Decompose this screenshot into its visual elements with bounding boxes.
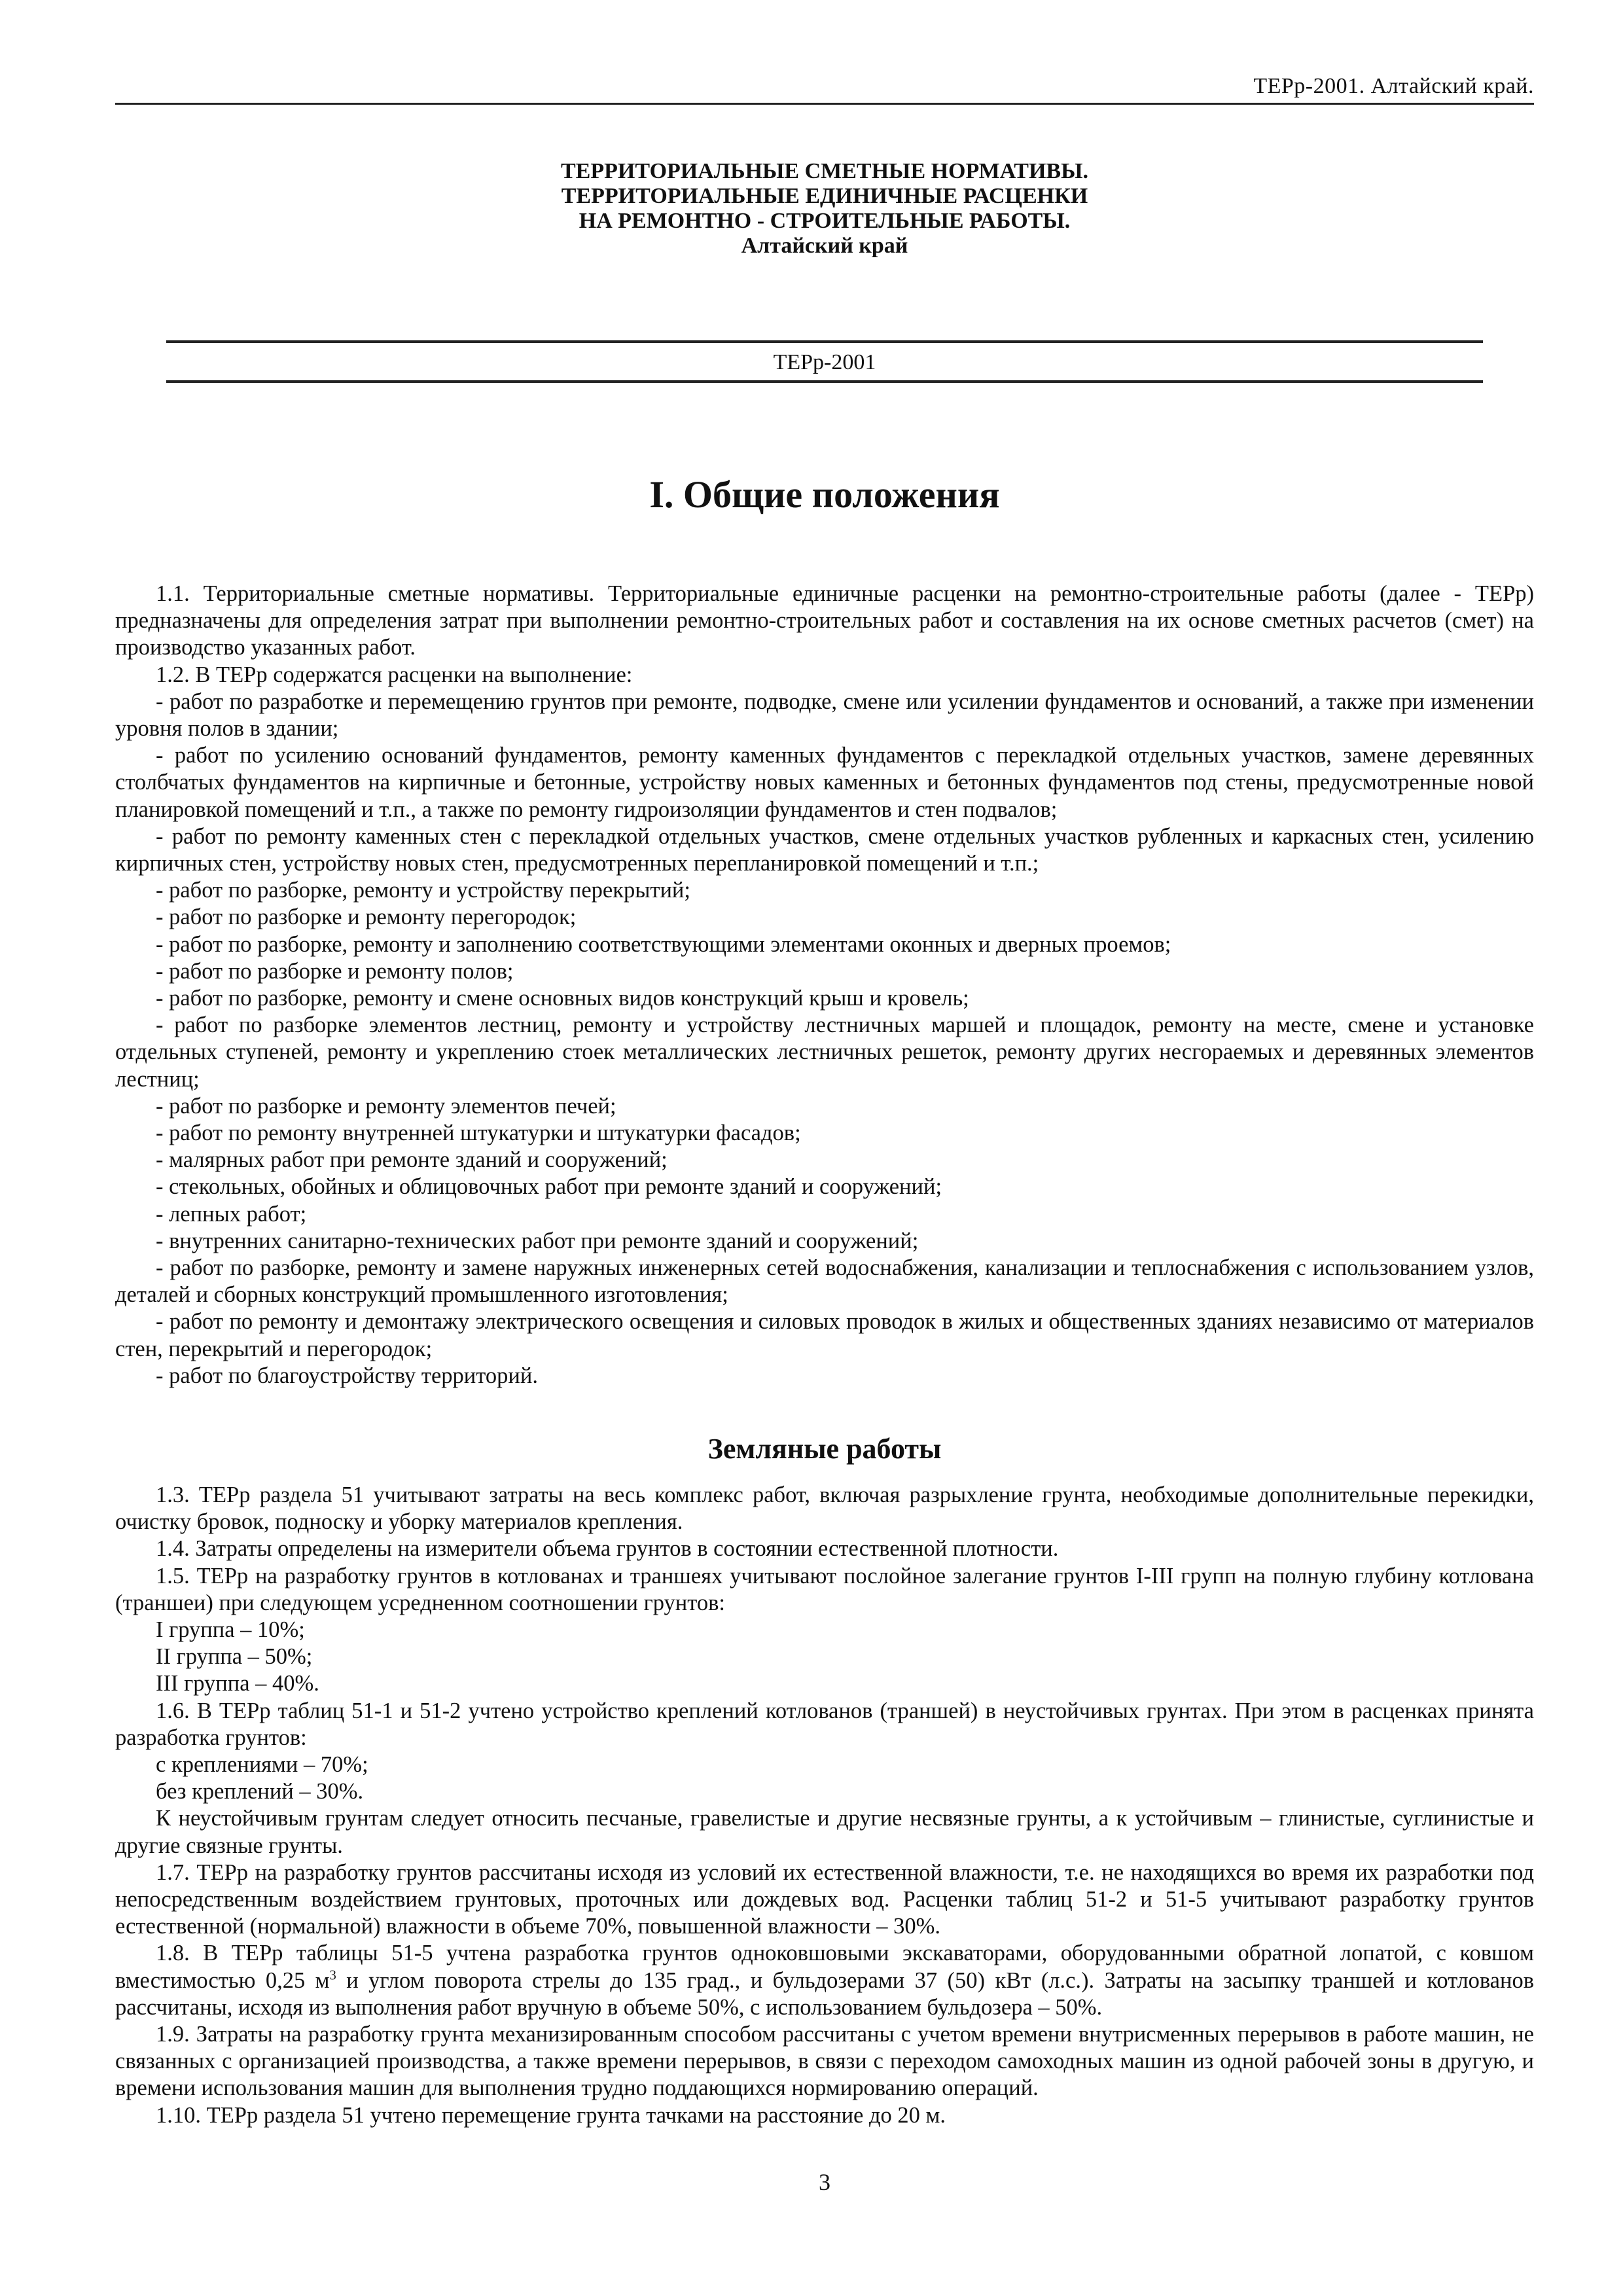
- paragraph-1-3: 1.3. ТЕРр раздела 51 учитывают затраты на весь комплекс работ, включая разрыхление грунта, необходимые дополнительные перекидки, очистку бровок, подноску и уборку материалов крепления.: [115, 1482, 1534, 1535]
- list-item: - работ по разборке элементов лестниц, ремонту и устройству лестничных маршей и площадок, ремонту на месте, смене и установке отдельных ступеней, ремонту и укреплению стоек металлических лестничных решеток, ремонту других несгораемых и деревянных элементов лестниц;: [115, 1013, 1534, 1092]
- paragraph-1-5: 1.5. ТЕРр на разработку грунтов в котлованах и траншеях учитывают послойное залегание грунтов I-III групп на полную глубину котлована (траншеи) при следующем усредненном соотношении грунтов:: [115, 1563, 1534, 1615]
- title-line-1: ТЕРРИТОРИАЛЬНЫЕ СМЕТНЫЕ НОРМАТИВЫ.: [561, 159, 1088, 183]
- fastening-item: без креплений – 30%.: [156, 1779, 364, 1804]
- fastening-item: с креплениями – 70%;: [156, 1752, 368, 1778]
- section-title-general: I. Общие положения: [649, 473, 1000, 516]
- page-number: 3: [819, 2169, 830, 2195]
- section-title-earthworks: Земляные работы: [707, 1433, 942, 1465]
- paragraph-1-6: 1.6. В ТЕРр таблиц 51-1 и 51-2 учтено устройство креплений котлованов (траншей) в неустойчивых грунтах. При этом в расценках принята разработка грунтов:: [115, 1698, 1534, 1750]
- paragraph: 1.1. Территориальные сметные нормативы. Территориальные единичные расценки на ремонтно-строительные работы (далее - ТЕРр) предназначены для определения затрат при выполнении ремонтно-строительных работ и составления на их основе сметных расчетов (смет) на производство указанных работ.: [115, 581, 1534, 660]
- list-item: - внутренних санитарно-технических работ при ремонте зданий и сооружений;: [156, 1228, 919, 1253]
- code-rule-bottom: [166, 380, 1483, 383]
- list-item: - малярных работ при ремонте зданий и сооружений;: [156, 1147, 668, 1173]
- list-item: - работ по разборке и ремонту полов;: [156, 958, 514, 984]
- paragraph-1-4: 1.4. Затраты определены на измерители объема грунтов в состоянии естественной плотности.: [156, 1536, 1059, 1562]
- list-item: - работ по разборке, ремонту и заполнению соответствующими элементами оконных и дверных проемов;: [156, 931, 1171, 957]
- general-provisions-text: [115, 581, 1534, 1390]
- list-item: - работ по разборке и ремонту элементов печей;: [156, 1093, 616, 1119]
- list-item: - работ по ремонту внутренней штукатурки и штукатурки фасадов;: [156, 1121, 801, 1146]
- running-header: ТЕРр-2001. Алтайский край.: [1253, 74, 1534, 98]
- earthworks-text: [115, 1482, 1534, 2129]
- paragraph: 1.2. В ТЕРр содержатся расценки на выполнение:: [156, 662, 633, 687]
- title-line-3: НА РЕМОНТНО - СТРОИТЕЛЬНЫЕ РАБОТЫ.: [579, 209, 1071, 233]
- list-item: - работ по ремонту и демонтажу электрического освещения и силовых проводок в жилых и общественных зданиях независимо от материалов стен, перекрытий и перегородок;: [115, 1309, 1534, 1361]
- paragraph-1-10: 1.10. ТЕРр раздела 51 учтено перемещение грунта тачками на расстояние до 20 м.: [156, 2102, 946, 2128]
- list-item: - работ по разборке, ремонту и устройству перекрытий;: [156, 878, 690, 903]
- list-item: - работ по разборке, ремонту и смене основных видов конструкций крыш и кровель;: [156, 986, 969, 1011]
- document-title-block: [115, 159, 1534, 259]
- soil-group-item: II группа – 50%;: [156, 1644, 313, 1670]
- list-item: - лепных работ;: [156, 1201, 307, 1227]
- list-item: - работ по разработке и перемещению грунтов при ремонте, подводке, смене или усилении фундаментов и оснований, а также при изменении уровня полов в здании;: [115, 689, 1534, 742]
- paragraph-1-8: [115, 1940, 1534, 2021]
- paragraph-1-8-part-a: 1.8. В ТЕРр таблицы 51-5 учтена разработка грунтов одноковшовыми экскаваторами, оборудованными обратной лопатой, с ковшом вместимостью 0,25 м: [115, 1941, 1534, 1993]
- list-item: - работ по разборке, ремонту и замене наружных инженерных сетей водоснабжения, канализации и теплоснабжения с использованием узлов, деталей и сборных конструкций промышленного изготовления;: [115, 1255, 1534, 1308]
- title-region: Алтайский край: [741, 234, 908, 258]
- title-line-2: ТЕРРИТОРИАЛЬНЫЕ ЕДИНИЧНЫЕ РАСЦЕНКИ: [561, 184, 1088, 208]
- paragraph-1-9: 1.9. Затраты на разработку грунта механизированным способом рассчитаны с учетом времени внутрисменных перерывов в работе машин, не связанных с организацией производства, а также времени перерывов, в связи с переходом самоходных машин из одной рабочей зоны в другую, и времени использования машин для выполнения трудно поддающихся нормированию операций.: [115, 2022, 1534, 2101]
- paragraph-unstable-soils: К неустойчивым грунтам следует относить песчаные, гравелистые и другие несвязные грунты, а к устойчивым – глинистые, суглинистые и другие связные грунты.: [115, 1806, 1534, 1858]
- paragraph-1-8-part-b: и углом поворота стрелы до 135 град., и бульдозерами 37 (50) кВт (л.с.). Затраты на засыпку траншей и котлованов рассчитаны, исходя из выполнения работ вручную в объеме 50%, с использованием бульдозера – 50%.: [115, 1967, 1534, 2020]
- standard-code-label: ТЕРр-2001: [773, 350, 876, 374]
- soil-group-item: III группа – 40%.: [156, 1671, 319, 1696]
- list-item: - работ по ремонту каменных стен с перекладкой отдельных участков, смене отдельных участков рубленных и каркасных стен, усилению кирпичных стен, устройству новых стен, предусмотренных перепланировкой помещений и т.п.;: [115, 823, 1534, 876]
- list-item: - работ по благоустройству территорий.: [156, 1363, 538, 1388]
- paragraph-1-7: 1.7. ТЕРр на разработку грунтов рассчитаны исходя из условий их естественной влажности, т.е. не находящихся во время их разработки под непосредственным воздействием грунтовых, проточных или дождевых вод. Расценки таблиц 51-2 и 51-5 учитывают разработку грунтов естественной (нормальной) влажности в объеме 70%, повышенной влажности – 30%.: [115, 1859, 1534, 1939]
- cubic-superscript: 3: [329, 1968, 336, 1983]
- list-item: - стекольных, обойных и облицовочных работ при ремонте зданий и сооружений;: [156, 1174, 942, 1200]
- soil-group-item: I группа – 10%;: [156, 1617, 305, 1643]
- list-item: - работ по усилению оснований фундаментов, ремонту каменных фундаментов с перекладкой отдельных участков, замене деревянных столбчатых фундаментов на кирпичные и бетонные, устройству новых каменных и бетонных фундаментов под стены, предусмотренные новой планировкой помещений и т.п., а также по ремонту гидроизоляции фундаментов и стен подвалов;: [115, 743, 1534, 822]
- header-rule: [115, 103, 1534, 105]
- list-item: - работ по разборке и ремонту перегородок;: [156, 905, 577, 930]
- code-rule-top: [166, 340, 1483, 343]
